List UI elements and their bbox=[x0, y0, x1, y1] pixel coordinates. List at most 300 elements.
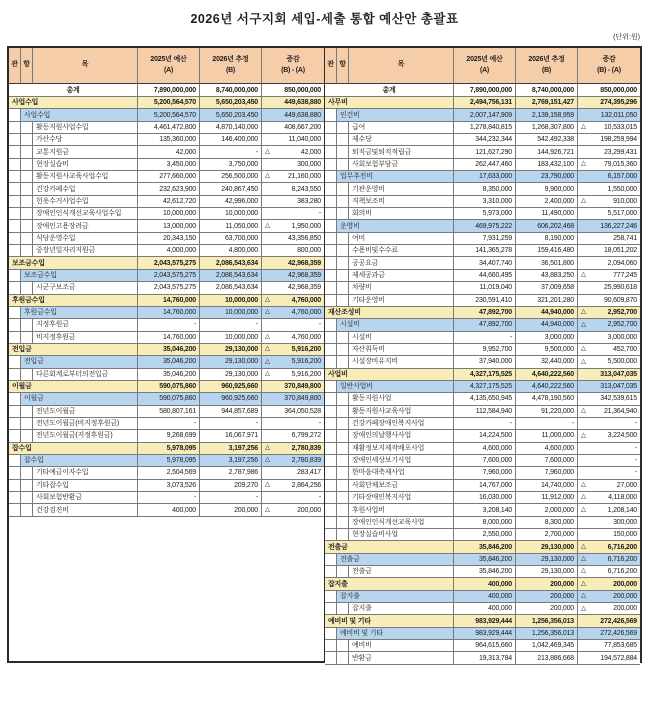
item-name: 재활정보지제작배포사업 bbox=[352, 444, 425, 452]
table-row bbox=[325, 591, 640, 603]
gwan-spacer-cell bbox=[325, 159, 337, 171]
item-name: 이월금 bbox=[24, 395, 44, 403]
amount-2025: 232,623,900 bbox=[159, 185, 196, 193]
gwan-spacer-cell bbox=[325, 640, 337, 652]
table-row bbox=[325, 84, 640, 97]
hang-spacer-cell bbox=[337, 652, 349, 664]
amount-2026: 2,139,158,959 bbox=[531, 111, 574, 119]
amount-2025-cell bbox=[454, 381, 516, 393]
gwan-spacer-cell bbox=[325, 381, 337, 393]
item-name: 후원금수입 bbox=[24, 309, 57, 317]
amount-2025-cell bbox=[138, 467, 200, 479]
amount-2025: 16,030,000 bbox=[478, 494, 512, 502]
gwan-spacer-cell bbox=[325, 504, 337, 516]
gwan-spacer-cell bbox=[9, 393, 21, 405]
amount-2026-cell bbox=[200, 282, 262, 294]
hang-spacer-cell bbox=[21, 245, 33, 257]
diff-cell bbox=[262, 381, 324, 393]
item-name-cell bbox=[349, 146, 454, 158]
amount-2026: 5,650,203,450 bbox=[215, 111, 258, 119]
item-name-cell bbox=[337, 628, 454, 640]
diff-cell bbox=[578, 393, 640, 405]
amount-2025: 4,327,175,525 bbox=[469, 383, 512, 391]
decrease-triangle-icon: △ bbox=[265, 444, 270, 452]
item-name-cell bbox=[349, 443, 454, 455]
item-name: 식당운영수입 bbox=[36, 234, 76, 242]
item-name: 다른회계로부터의전입금 bbox=[36, 370, 109, 378]
table-row bbox=[325, 97, 640, 109]
item-name: 시설비 bbox=[352, 333, 372, 341]
decrease-triangle-icon: △ bbox=[265, 369, 270, 377]
gwan-spacer-cell bbox=[9, 220, 21, 232]
diff-cell bbox=[262, 443, 324, 455]
amount-2025: - bbox=[193, 321, 196, 329]
amount-2025-cell bbox=[138, 369, 200, 381]
amount-2025-cell bbox=[454, 443, 516, 455]
item-name-cell bbox=[337, 109, 454, 121]
amount-2026-cell bbox=[516, 307, 578, 319]
amount-2026: 256,500,000 bbox=[221, 173, 258, 181]
table-row bbox=[9, 319, 324, 331]
table-row bbox=[325, 122, 640, 134]
gwan-spacer-cell bbox=[9, 418, 21, 430]
amount-2026: 2,400,000 bbox=[544, 197, 574, 205]
diff-amount: - bbox=[318, 494, 321, 502]
diff-cell bbox=[578, 529, 640, 541]
item-name: 제세공과금 bbox=[352, 271, 385, 279]
item-name: 사회보험반환금 bbox=[36, 494, 82, 502]
amount-2025-cell bbox=[454, 369, 516, 381]
item-name: 전출금 bbox=[352, 568, 372, 576]
amount-2025-cell bbox=[454, 578, 516, 590]
diff-amount: 300,000 bbox=[613, 518, 637, 526]
hang-spacer-cell bbox=[21, 183, 33, 195]
amount-2026: 36,501,800 bbox=[540, 259, 574, 267]
amount-2025-cell bbox=[138, 504, 200, 516]
amount-2026: 10,000,000 bbox=[224, 309, 258, 317]
diff-cell bbox=[262, 146, 324, 158]
diff-amount: 25,990,618 bbox=[603, 284, 637, 292]
decrease-triangle-icon: △ bbox=[581, 567, 586, 575]
decrease-triangle-icon: △ bbox=[581, 123, 586, 131]
amount-2025-cell bbox=[138, 134, 200, 146]
amount-2026: 960,925,660 bbox=[221, 395, 258, 403]
amount-2026: 11,000,000 bbox=[541, 432, 574, 440]
table-row bbox=[9, 369, 324, 381]
column-header-label: 증감 bbox=[602, 56, 616, 64]
amount-2026: 10,000,000 bbox=[224, 210, 258, 218]
gwan-spacer-cell bbox=[325, 122, 337, 134]
item-name: 중장년일자리지원금 bbox=[36, 247, 96, 255]
hang-spacer-cell bbox=[337, 208, 349, 220]
item-name: 직책보조비 bbox=[352, 197, 385, 205]
hang-spacer-cell bbox=[337, 233, 349, 245]
amount-2025-cell bbox=[454, 196, 516, 208]
diff-cell bbox=[578, 270, 640, 282]
item-name-cell bbox=[33, 183, 138, 195]
item-name: 인건비 bbox=[340, 111, 360, 119]
diff-cell bbox=[578, 319, 640, 331]
amount-2026: 200,000 bbox=[550, 605, 574, 613]
diff-amount: 342,539,615 bbox=[600, 395, 637, 403]
amount-2025: 3,310,000 bbox=[482, 197, 512, 205]
table-row bbox=[325, 443, 640, 455]
gwan-spacer-cell bbox=[325, 652, 337, 664]
amount-2026-cell bbox=[516, 344, 578, 356]
item-name-cell bbox=[33, 282, 138, 294]
item-name: 기관운영비 bbox=[352, 185, 385, 193]
expenditure-rows bbox=[325, 48, 640, 665]
gwan-spacer-cell bbox=[325, 257, 337, 269]
amount-2025: 35,846,200 bbox=[478, 568, 512, 576]
item-name-cell bbox=[33, 134, 138, 146]
amount-2026: 44,940,000 bbox=[540, 309, 574, 317]
diff-amount: 449,638,880 bbox=[284, 99, 321, 107]
amount-2025: - bbox=[193, 420, 196, 428]
amount-2025-cell bbox=[454, 97, 516, 109]
diff-cell bbox=[578, 541, 640, 553]
gwan-spacer-cell bbox=[9, 208, 21, 220]
amount-2025-cell bbox=[454, 307, 516, 319]
item-name: 총계 bbox=[66, 86, 80, 94]
amount-2025: 35,046,200 bbox=[162, 370, 196, 378]
item-name-cell bbox=[9, 84, 138, 97]
amount-2025: - bbox=[193, 494, 196, 502]
amount-2025-cell bbox=[454, 467, 516, 479]
gwan-spacer-cell bbox=[9, 430, 21, 442]
diff-amount: 4,760,000 bbox=[291, 309, 321, 317]
item-name-cell bbox=[349, 603, 454, 615]
item-name-cell bbox=[349, 233, 454, 245]
item-name: 장애인의날행사사업 bbox=[352, 432, 412, 440]
item-name: 활동지원사교육사업 bbox=[352, 407, 412, 415]
amount-2025-cell bbox=[454, 628, 516, 640]
amount-2026: 11,050,000 bbox=[225, 222, 258, 230]
amount-2025-cell bbox=[454, 257, 516, 269]
gwan-spacer-cell bbox=[9, 467, 21, 479]
diff-cell bbox=[578, 566, 640, 578]
table-row bbox=[325, 307, 640, 319]
diff-amount: 200,000 bbox=[613, 592, 637, 600]
amount-2026: 960,925,660 bbox=[221, 383, 258, 391]
amount-2025: 14,767,000 bbox=[478, 481, 512, 489]
table-row bbox=[325, 245, 640, 257]
amount-2026: 1,042,469,345 bbox=[531, 642, 574, 650]
amount-2026: 146,400,000 bbox=[221, 136, 258, 144]
gwan-spacer-cell bbox=[325, 480, 337, 492]
amount-2026: 4,800,000 bbox=[228, 247, 258, 255]
column-header-label: 목 bbox=[397, 61, 405, 69]
diff-amount: 6,157,000 bbox=[607, 173, 637, 181]
item-name-cell bbox=[337, 554, 454, 566]
amount-2026-cell bbox=[516, 492, 578, 504]
amount-2025-cell bbox=[454, 332, 516, 344]
diff-amount: 274,395,296 bbox=[600, 99, 637, 107]
amount-2026-cell bbox=[200, 307, 262, 319]
diff-cell bbox=[578, 517, 640, 529]
diff-amount: - bbox=[318, 321, 321, 329]
item-name: 후원사업비 bbox=[352, 506, 385, 514]
item-name: 기타예금이자수입 bbox=[36, 469, 89, 477]
amount-2025: 14,224,500 bbox=[478, 432, 512, 440]
diff-cell bbox=[578, 332, 640, 344]
diff-cell bbox=[262, 233, 324, 245]
table-row bbox=[9, 356, 324, 368]
amount-2025: 5,973,000 bbox=[482, 210, 512, 218]
amount-2026-cell bbox=[516, 369, 578, 381]
column-header-label: 2025년 예산 bbox=[466, 56, 503, 64]
table-row bbox=[325, 430, 640, 442]
gwan-spacer-cell bbox=[325, 196, 337, 208]
hang-spacer-cell bbox=[21, 332, 33, 344]
gwan-spacer-cell bbox=[9, 183, 21, 195]
item-name: 전출금 bbox=[340, 555, 360, 563]
amount-2026: 183,432,100 bbox=[537, 160, 574, 168]
amount-2026-cell bbox=[200, 97, 262, 109]
diff-amount: 452,700 bbox=[613, 346, 637, 354]
amount-2026: 11,490,000 bbox=[541, 210, 574, 218]
item-name-cell bbox=[349, 270, 454, 282]
item-name-cell bbox=[349, 652, 454, 664]
amount-2026-cell bbox=[200, 492, 262, 504]
item-name-cell bbox=[349, 332, 454, 344]
amount-2026-cell bbox=[200, 183, 262, 195]
amount-2026-cell bbox=[516, 319, 578, 331]
table-row bbox=[325, 652, 640, 664]
amount-2026: - bbox=[255, 494, 258, 502]
table-row bbox=[325, 344, 640, 356]
amount-2025-cell bbox=[454, 159, 516, 171]
diff-amount: 5,500,000 bbox=[607, 358, 637, 366]
amount-2026-cell bbox=[516, 467, 578, 479]
gwan-spacer-cell bbox=[325, 406, 337, 418]
item-name: 전년도이월금(비지정후원금) bbox=[36, 420, 120, 428]
amount-2025: 35,046,200 bbox=[162, 346, 196, 354]
hang-spacer-cell bbox=[337, 455, 349, 467]
amount-2025-cell bbox=[138, 171, 200, 183]
item-name-cell bbox=[349, 356, 454, 368]
amount-2025-cell bbox=[454, 183, 516, 195]
amount-2026-cell bbox=[516, 270, 578, 282]
diff-cell bbox=[578, 603, 640, 615]
amount-2025: 20,343,150 bbox=[162, 234, 196, 242]
hang-spacer-cell bbox=[337, 257, 349, 269]
hang-spacer-cell bbox=[337, 183, 349, 195]
amount-2025-cell bbox=[138, 492, 200, 504]
gwan-spacer-cell bbox=[325, 233, 337, 245]
amount-2026: 8,740,000,000 bbox=[215, 86, 258, 94]
diff-cell bbox=[262, 332, 324, 344]
amount-2025: 34,407,740 bbox=[478, 259, 512, 267]
item-name-cell bbox=[349, 208, 454, 220]
item-name-cell bbox=[325, 615, 454, 627]
item-name: 전년도이월금 bbox=[36, 407, 76, 415]
item-name-cell bbox=[21, 393, 138, 405]
budget-summary-table bbox=[7, 46, 642, 663]
amount-2025: 47,892,700 bbox=[478, 321, 512, 329]
column-header-label: (B) bbox=[541, 66, 552, 74]
amount-2025-cell bbox=[138, 430, 200, 442]
decrease-triangle-icon: △ bbox=[265, 172, 270, 180]
table-row bbox=[9, 233, 324, 245]
diff-cell bbox=[262, 319, 324, 331]
amount-2026: 144,926,721 bbox=[537, 148, 574, 156]
item-name: 사업수입 bbox=[12, 99, 39, 107]
amount-2026-cell bbox=[200, 443, 262, 455]
amount-2025: 3,450,000 bbox=[166, 160, 196, 168]
column-header-row bbox=[9, 48, 324, 84]
hang-spacer-cell bbox=[21, 233, 33, 245]
diff-amount: 132,011,050 bbox=[600, 111, 637, 119]
amount-2025-cell bbox=[454, 541, 516, 553]
gwan-spacer-cell bbox=[9, 369, 21, 381]
amount-2026: 43,883,250 bbox=[540, 271, 574, 279]
diff-amount: 2,864,256 bbox=[291, 481, 321, 489]
amount-2026-cell bbox=[516, 652, 578, 664]
diff-cell bbox=[262, 356, 324, 368]
amount-2025: 3,208,140 bbox=[482, 506, 512, 514]
amount-2026: 3,750,000 bbox=[228, 160, 258, 168]
hang-spacer-cell bbox=[337, 640, 349, 652]
decrease-triangle-icon: △ bbox=[581, 271, 586, 279]
item-name-cell bbox=[33, 233, 138, 245]
gwan-spacer-cell bbox=[9, 319, 21, 331]
item-name: 총계 bbox=[382, 86, 396, 94]
hang-spacer-cell bbox=[337, 245, 349, 257]
amount-2026: 8,300,000 bbox=[544, 518, 574, 526]
amount-2025-cell bbox=[454, 492, 516, 504]
item-name: 수용비및수수료 bbox=[352, 247, 398, 255]
decrease-triangle-icon: △ bbox=[265, 295, 270, 303]
diff-amount: 313,047,035 bbox=[600, 370, 637, 378]
amount-2026: 29,130,000 bbox=[540, 568, 574, 576]
gwan-spacer-cell bbox=[325, 208, 337, 220]
item-name-cell bbox=[9, 344, 138, 356]
amount-2026-cell bbox=[516, 566, 578, 578]
gwan-spacer-cell bbox=[9, 504, 21, 516]
table-row bbox=[9, 159, 324, 171]
decrease-triangle-icon: △ bbox=[581, 604, 586, 612]
table-row bbox=[325, 541, 640, 553]
hang-spacer-cell bbox=[21, 282, 33, 294]
column-header-label: 항 bbox=[339, 61, 346, 69]
hang-spacer-cell bbox=[21, 504, 33, 516]
gwan-spacer-cell bbox=[9, 109, 21, 121]
diff-amount: - bbox=[634, 457, 637, 465]
diff-cell bbox=[578, 233, 640, 245]
amount-2026: 1,268,307,800 bbox=[531, 123, 574, 131]
amount-2025: 4,461,472,800 bbox=[153, 123, 196, 131]
item-name-cell bbox=[349, 122, 454, 134]
amount-2026-cell bbox=[200, 381, 262, 393]
item-name: 급여 bbox=[352, 123, 366, 131]
item-name-cell bbox=[325, 541, 454, 553]
amount-2026: 240,867,450 bbox=[221, 185, 258, 193]
diff-cell bbox=[578, 504, 640, 516]
item-name-cell bbox=[349, 393, 454, 405]
diff-amount: 6,716,200 bbox=[607, 543, 637, 551]
amount-2025: 8,000,000 bbox=[482, 518, 512, 526]
table-row bbox=[325, 640, 640, 652]
amount-2025: 230,591,410 bbox=[475, 296, 512, 304]
decrease-triangle-icon: △ bbox=[581, 579, 586, 587]
diff-cell bbox=[262, 282, 324, 294]
amount-2025: 121,627,290 bbox=[475, 148, 512, 156]
diff-cell bbox=[578, 381, 640, 393]
hang-spacer-cell bbox=[337, 430, 349, 442]
diff-amount: 42,968,359 bbox=[287, 259, 321, 267]
diff-amount: 136,227,246 bbox=[600, 222, 637, 230]
diff-cell bbox=[262, 171, 324, 183]
amount-2025: 14,760,000 bbox=[162, 296, 196, 304]
diff-amount: 198,259,994 bbox=[600, 136, 637, 144]
amount-2026-cell bbox=[516, 196, 578, 208]
amount-2025: 277,660,000 bbox=[159, 173, 196, 181]
amount-2025: 14,760,000 bbox=[162, 333, 196, 341]
diff-cell bbox=[578, 84, 640, 97]
amount-2026-cell bbox=[516, 430, 578, 442]
decrease-triangle-icon: △ bbox=[265, 308, 270, 316]
amount-2026: 37,009,658 bbox=[540, 284, 574, 292]
amount-2026-cell bbox=[200, 196, 262, 208]
amount-2026: 3,000,000 bbox=[544, 333, 574, 341]
diff-cell bbox=[578, 295, 640, 307]
diff-amount: 21,160,000 bbox=[287, 173, 321, 181]
amount-2026-cell bbox=[516, 504, 578, 516]
table-row bbox=[9, 455, 324, 467]
diff-cell bbox=[262, 220, 324, 232]
amount-2026-cell bbox=[200, 295, 262, 307]
amount-2025: 7,600,000 bbox=[482, 457, 512, 465]
diff-amount: 272,426,569 bbox=[600, 617, 637, 625]
item-name-cell bbox=[349, 455, 454, 467]
item-name-cell bbox=[33, 492, 138, 504]
diff-cell bbox=[578, 109, 640, 121]
gwan-spacer-cell bbox=[9, 406, 21, 418]
diff-cell bbox=[578, 196, 640, 208]
diff-amount: 4,760,000 bbox=[291, 333, 321, 341]
hang-spacer-cell bbox=[21, 418, 33, 430]
diff-amount: 6,716,200 bbox=[607, 568, 637, 576]
diff-cell bbox=[578, 652, 640, 664]
hang-spacer-cell bbox=[337, 282, 349, 294]
table-row bbox=[325, 504, 640, 516]
amount-2026-cell bbox=[516, 628, 578, 640]
column-header-a bbox=[454, 48, 516, 84]
amount-2026-cell bbox=[516, 615, 578, 627]
gwan-spacer-cell bbox=[325, 603, 337, 615]
amount-2025-cell bbox=[138, 122, 200, 134]
item-name: 사업수입 bbox=[24, 111, 51, 119]
decrease-triangle-icon: △ bbox=[581, 320, 586, 328]
column-header-label: 2026년 추정 bbox=[528, 56, 565, 64]
amount-2025: 469,975,222 bbox=[475, 222, 512, 230]
item-name-cell bbox=[349, 295, 454, 307]
diff-cell bbox=[578, 257, 640, 269]
diff-cell bbox=[262, 307, 324, 319]
gwan-spacer-cell bbox=[325, 591, 337, 603]
decrease-triangle-icon: △ bbox=[581, 481, 586, 489]
table-row bbox=[9, 430, 324, 442]
diff-cell bbox=[262, 455, 324, 467]
amount-2025: 590,075,860 bbox=[159, 395, 196, 403]
table-row bbox=[325, 134, 640, 146]
gwan-spacer-cell bbox=[325, 134, 337, 146]
item-name: 잡지출 bbox=[340, 592, 360, 600]
gwan-spacer-cell bbox=[325, 171, 337, 183]
diff-amount: 90,609,870 bbox=[603, 296, 637, 304]
diff-amount: 4,118,000 bbox=[608, 494, 637, 502]
